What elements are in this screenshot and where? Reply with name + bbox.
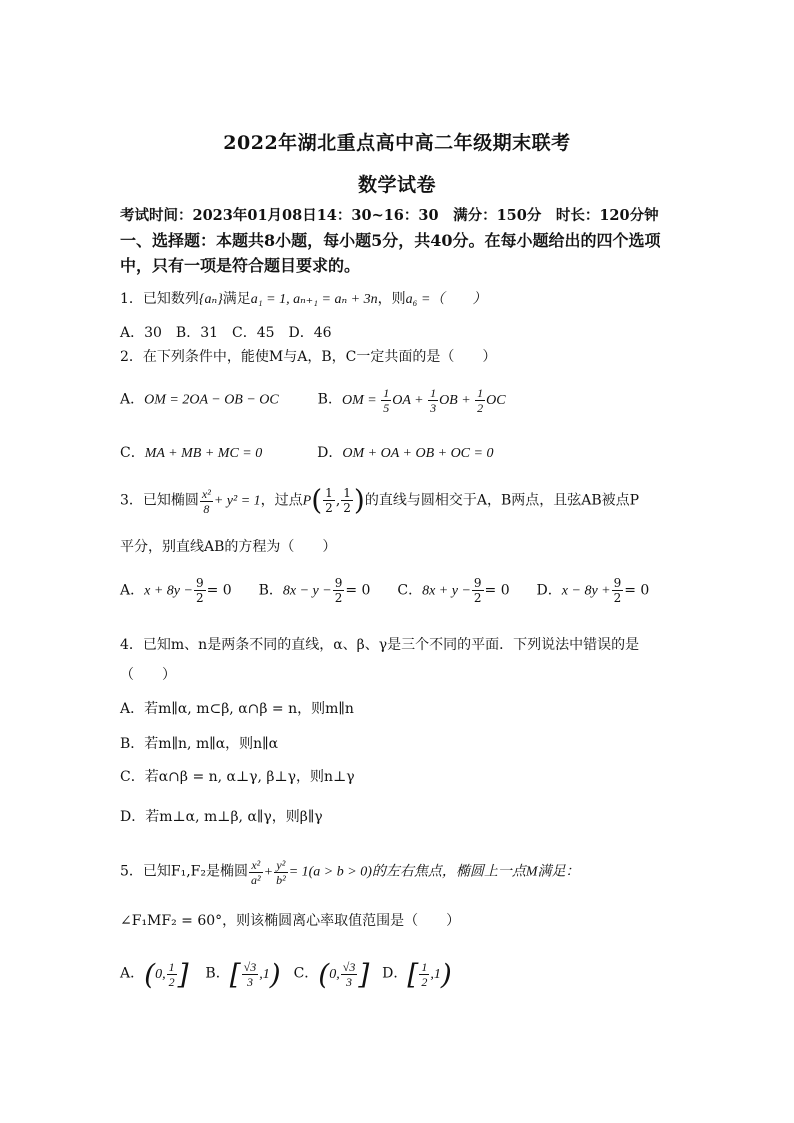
page-title: 2022年湖北重点高中高二年级期末联考 — [223, 132, 571, 154]
q3-option-b: B．8x − y − $\frac{9}{2}$ = 0 — [258, 576, 371, 605]
q3-line2: 平分，别直线AB的方程为（ ） — [120, 539, 337, 555]
q1-mid: 满足 — [222, 291, 251, 307]
q2-option-b-label: B． — [317, 391, 342, 408]
section-heading-line1: 一、选择题：本题共8小题，每小题5分，共40分。在每小题给出的四个选项 — [120, 231, 661, 250]
q4-option-b: B．若m∥n, m∥α，则n∥α — [120, 736, 279, 752]
question-1 — [120, 288, 486, 308]
q3-option-d: D．x − 8y + $\frac{9}{2}$ = 0 — [536, 576, 650, 605]
q1-tail: ，则 — [377, 291, 406, 307]
q4-option-d: D．若m⊥α, m⊥β, α∥γ，则β∥γ — [120, 809, 323, 825]
q2-option-d: OM + OA + OB + OC = 0 — [342, 446, 494, 461]
q5-option-a: (0, $\frac{1}{2}$ ] — [144, 957, 189, 991]
q5-prefix: 5．已知F₁,F₂是椭圆 — [120, 863, 249, 880]
page-subtitle: 数学试卷 — [357, 174, 436, 196]
q4-paren: （ ） — [120, 667, 176, 683]
q5-option-a-label: A． — [120, 965, 145, 982]
q3-options — [120, 576, 649, 605]
q5-option-d-label: D． — [382, 965, 408, 982]
section-heading-line2: 中，只有一项是符合题目要求的。 — [120, 256, 361, 275]
question-2: 2．在下列条件中，能使M与A，B，C一定共面的是（ ） — [120, 349, 497, 365]
q2-option-c-label: C． — [120, 445, 145, 461]
q5-option-c-label: C． — [293, 965, 319, 982]
q1-prefix: 1．已知数列 — [120, 291, 199, 307]
q5-option-c: (0, $\frac{√3}{3}$ ] — [318, 957, 370, 991]
q1-ask: a₆ =（ ） — [405, 292, 487, 307]
q1-formula: a₁ = 1, aₙ₊₁ = aₙ + 3n — [250, 292, 378, 307]
q2-option-c: MA + MB + MC = 0 — [144, 446, 263, 461]
q5-option-b-label: B． — [205, 965, 230, 982]
q3-mid: ，过点 — [260, 492, 303, 509]
q3-option-c: C．8x + y − $\frac{9}{2}$ = 0 — [397, 576, 510, 605]
q1-options: A．30 B．31 C．45 D．46 — [120, 325, 332, 341]
q5-option-b: [ $\frac{√3}{3}$ ,1) — [229, 957, 281, 991]
q4-option-c: C．若α∩β = n, α⊥γ, β⊥γ，则n⊥γ — [120, 769, 355, 785]
q1-sequence: {aₙ} — [198, 292, 223, 307]
q2-option-a: OM = 2OA − OB − OC — [144, 392, 279, 408]
q3-option-a: A．x + 8y − $\frac{9}{2}$ = 0 — [120, 576, 232, 605]
q2-option-a-label: A． — [120, 391, 145, 408]
q5-options — [120, 957, 452, 991]
question-5: 5．已知F₁,F₂是椭圆 $\frac{\text{x²}}{\text{a²}}$ + $\frac{\text{y²}}{\text{b²}}$ = 1(a > b > 0)的左右焦点，椭圆上一点M满足： — [120, 858, 580, 887]
q5-option-d: [ $\frac{1}{2}$ ,1) — [407, 957, 452, 991]
q4-option-a: A．若m∥α, m⊂β, α∩β = n，则m∥n — [120, 701, 354, 717]
q2-row-ab — [120, 386, 506, 415]
question-4: 4．已知m、n是两条不同的直线，α、β、γ是三个不同的平面．下列说法中错误的是 — [120, 637, 640, 653]
q5-line2: ∠F₁MF₂ = 60°，则该椭圆离心率取值范围是（ ） — [120, 913, 461, 929]
exam-info: 考试时间：2023年01月08日14：30~16：30 满分：150分 时长：120分钟 — [120, 207, 659, 224]
q3-prefix: 3．已知椭圆 — [120, 492, 199, 509]
q2-option-d-label: D． — [317, 445, 343, 461]
q2-option-b: OM = $\frac{1}{5}$ OA + $\frac{1}{3}$ OB + $\frac{1}{2}$ OC — [341, 386, 506, 415]
q3-tail: 的直线与圆相交于A，B两点，且弦AB被点P — [364, 492, 640, 509]
q3-ellipse-tail: + y² = 1 — [213, 493, 261, 509]
question-3: 3．已知椭圆 $\frac{\text{x²}}{8}$ + y² = 1，过点P( $\frac{1}{2}$ , $\frac{1}{2}$ )的直线与圆相交于A，B两点，且弦AB被点P — [120, 483, 640, 517]
q5-ellipse-tail: = 1(a > b > 0)的左右焦点，椭圆上一点M满足： — [288, 864, 580, 880]
q2-row-cd — [120, 442, 493, 462]
